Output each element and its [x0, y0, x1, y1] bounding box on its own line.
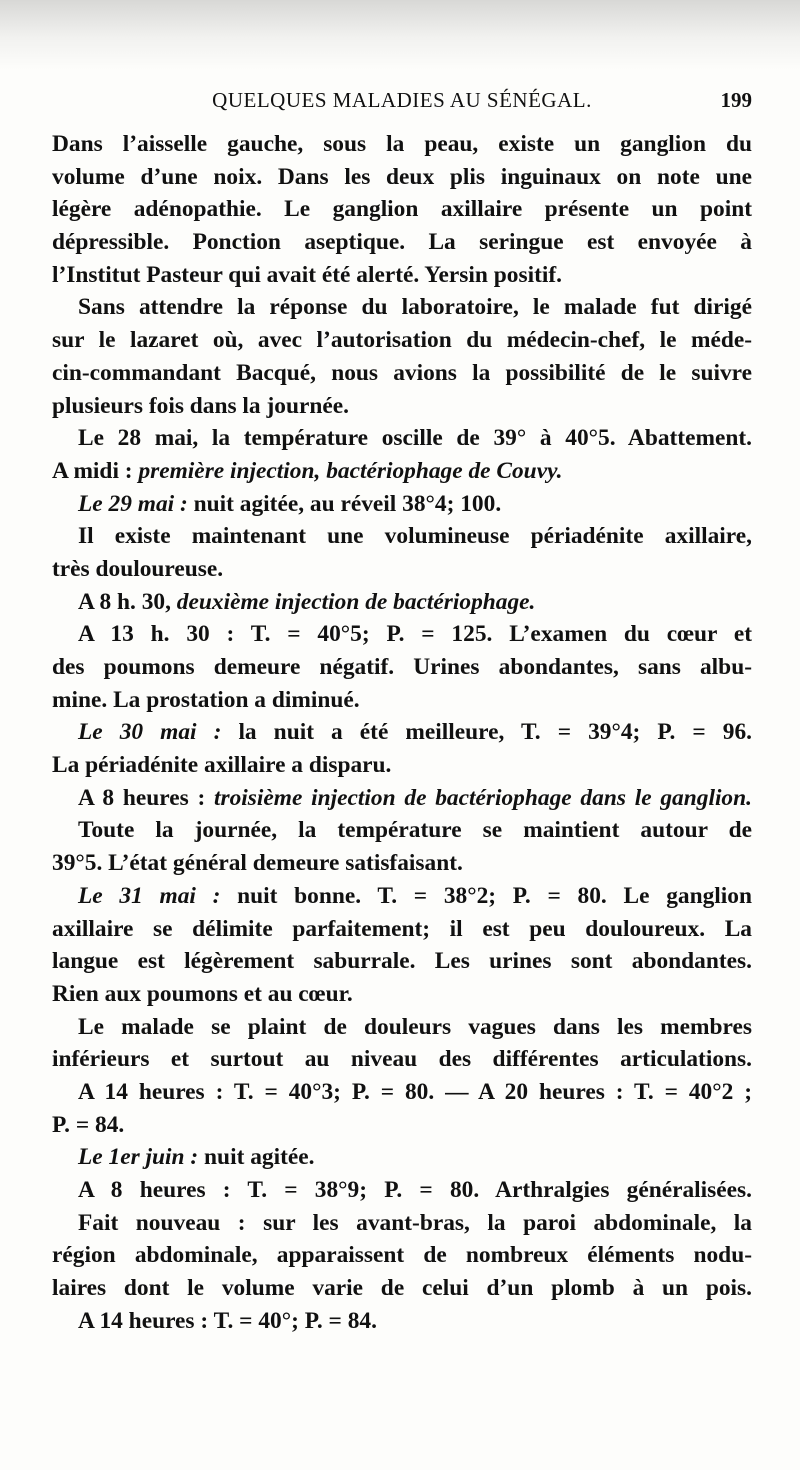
- text-line: [52, 259, 752, 292]
- text-line: [52, 128, 752, 161]
- text-segment: sur le lazaret où, avec l’autorisation du médecin-chef, le méde-: [52, 327, 752, 354]
- text-segment: nuit agitée, au réveil 38°4; 100.: [187, 490, 502, 517]
- text-segment: La périadénite axillaire a disparu.: [52, 752, 392, 779]
- italic-segment: Le 1er juin :: [78, 1144, 199, 1171]
- text-line: [52, 390, 752, 423]
- text-segment: des poumons demeure négatif. Urines abondantes, sans albu-: [52, 654, 752, 680]
- text-line: [52, 716, 752, 749]
- text-line: [52, 782, 752, 815]
- scan-shadow: [0, 0, 800, 70]
- text-segment: plusieurs fois dans la journée.: [52, 392, 349, 419]
- text-line: [52, 1109, 752, 1142]
- text-segment: A 8 heures : T. = 38°9; P. = 80. Arthralgies généralisées.: [78, 1177, 752, 1203]
- text-line: [52, 1239, 752, 1272]
- text-line: [52, 1174, 752, 1207]
- text-segment: P. = 84.: [52, 1111, 125, 1138]
- text-segment: A 14 heures : T. = 40°; P. = 84.: [78, 1307, 377, 1334]
- text-line: [52, 291, 752, 324]
- text-line: [52, 913, 752, 946]
- text-line: [52, 1207, 752, 1240]
- text-segment: dépressible. Ponction aseptique. La seringue est envoyée à: [52, 229, 752, 256]
- text-line: [52, 520, 752, 553]
- text-segment: Le malade se plaint de douleurs vagues dans les membres: [78, 1013, 752, 1040]
- text-segment: laires dont le volume varie de celui d’un plomb à un pois.: [52, 1275, 752, 1302]
- text-segment: Le 28 mai, la température oscille de 39° à 40°5. Abattement.: [78, 425, 752, 452]
- text-segment: axillaire se délimite parfaitement; il est peu douloureux. La: [52, 915, 752, 942]
- text-segment: A midi :: [52, 457, 139, 484]
- italic-segment: deuxième injection de bactériophage.: [176, 588, 536, 615]
- text-segment: 39°5. L’état général demeure satisfaisant.: [52, 850, 463, 877]
- text-line: [52, 618, 752, 651]
- text-segment: nuit agitée.: [198, 1144, 315, 1171]
- text-segment: A 8 heures :: [78, 784, 215, 811]
- running-title: QUELQUES MALADIES AU SÉNÉGAL.: [212, 88, 592, 112]
- text-line: [52, 586, 752, 619]
- text-segment: la nuit a été meilleure, T. = 39°4; P. = 96.: [221, 719, 753, 746]
- text-segment: A 8 h. 30,: [78, 588, 177, 615]
- text-line: [52, 193, 752, 226]
- text-segment: inférieurs et surtout au niveau des différentes articulations.: [52, 1046, 752, 1073]
- italic-segment: Le 31 mai :: [78, 882, 221, 909]
- text-segment: mine. La prostation a diminué.: [52, 686, 360, 713]
- text-line: [52, 324, 752, 357]
- text-segment: A 13 h. 30 : T. = 40°5; P. = 125. L’examen du cœur et: [78, 621, 752, 648]
- text-segment: A 14 heures : T. = 40°3; P. = 80. — A 20 heures : T. = 40°2 ;: [78, 1078, 752, 1105]
- text-segment: légère adénopathie. Le ganglion axillaire présente un point: [52, 196, 752, 223]
- text-segment: Sans attendre la réponse du laboratoire, le malade fut dirigé: [78, 294, 752, 321]
- text-segment: l’Institut Pasteur qui avait été alerté. Yersin positif.: [52, 261, 562, 288]
- page-number: 199: [720, 88, 752, 112]
- text-line: [52, 1305, 752, 1338]
- text-line: [52, 1272, 752, 1305]
- text-line: [52, 880, 752, 913]
- text-line: [52, 814, 752, 847]
- text-line: [52, 1076, 752, 1109]
- text-segment: Rien aux poumons et au cœur.: [52, 980, 353, 1007]
- text-line: [52, 455, 752, 488]
- italic-segment: troisième injection de bactériophage dans le ganglion.: [214, 784, 752, 811]
- text-segment: très douloureuse.: [52, 555, 224, 582]
- text-line: [52, 749, 752, 782]
- text-line: [52, 1043, 752, 1076]
- text-segment: nuit bonne. T. = 38°2; P. = 80. Le ganglion: [220, 882, 752, 909]
- text-segment: cin-commandant Bacqué, nous avions la possibilité de le suivre: [52, 359, 752, 386]
- text-segment: langue est légèrement saburrale. Les urines sont abondantes.: [52, 948, 752, 975]
- italic-segment: première injection, bactériophage de Couvy.: [138, 457, 563, 484]
- text-line: [52, 422, 752, 455]
- text-line: [52, 161, 752, 194]
- running-head: [52, 88, 752, 118]
- italic-segment: Le 30 mai :: [78, 719, 222, 746]
- italic-segment: Le 29 mai :: [78, 490, 188, 517]
- text-line: [52, 684, 752, 717]
- text-segment: Il existe maintenant une volumineuse périadénite axillaire,: [78, 523, 752, 550]
- text-line: [52, 651, 752, 684]
- text-line: [52, 1011, 752, 1044]
- text-line: [52, 226, 752, 259]
- text-segment: Fait nouveau : sur les avant-bras, la paroi abdominale, la: [78, 1209, 752, 1236]
- text-line: [52, 847, 752, 880]
- text-line: [52, 945, 752, 978]
- text-line: [52, 553, 752, 586]
- text-line: [52, 978, 752, 1011]
- body-text: [52, 128, 752, 1337]
- text-segment: Dans l’aisselle gauche, sous la peau, existe un ganglion du: [52, 131, 752, 157]
- text-segment: région abdominale, apparaissent de nombreux éléments nodu-: [52, 1242, 752, 1269]
- text-segment: Toute la journée, la température se maintient autour de: [78, 817, 752, 844]
- text-segment: volume d’une noix. Dans les deux plis inguinaux on note une: [52, 163, 752, 190]
- text-line: [52, 1141, 752, 1174]
- text-line: [52, 488, 752, 521]
- text-line: [52, 357, 752, 390]
